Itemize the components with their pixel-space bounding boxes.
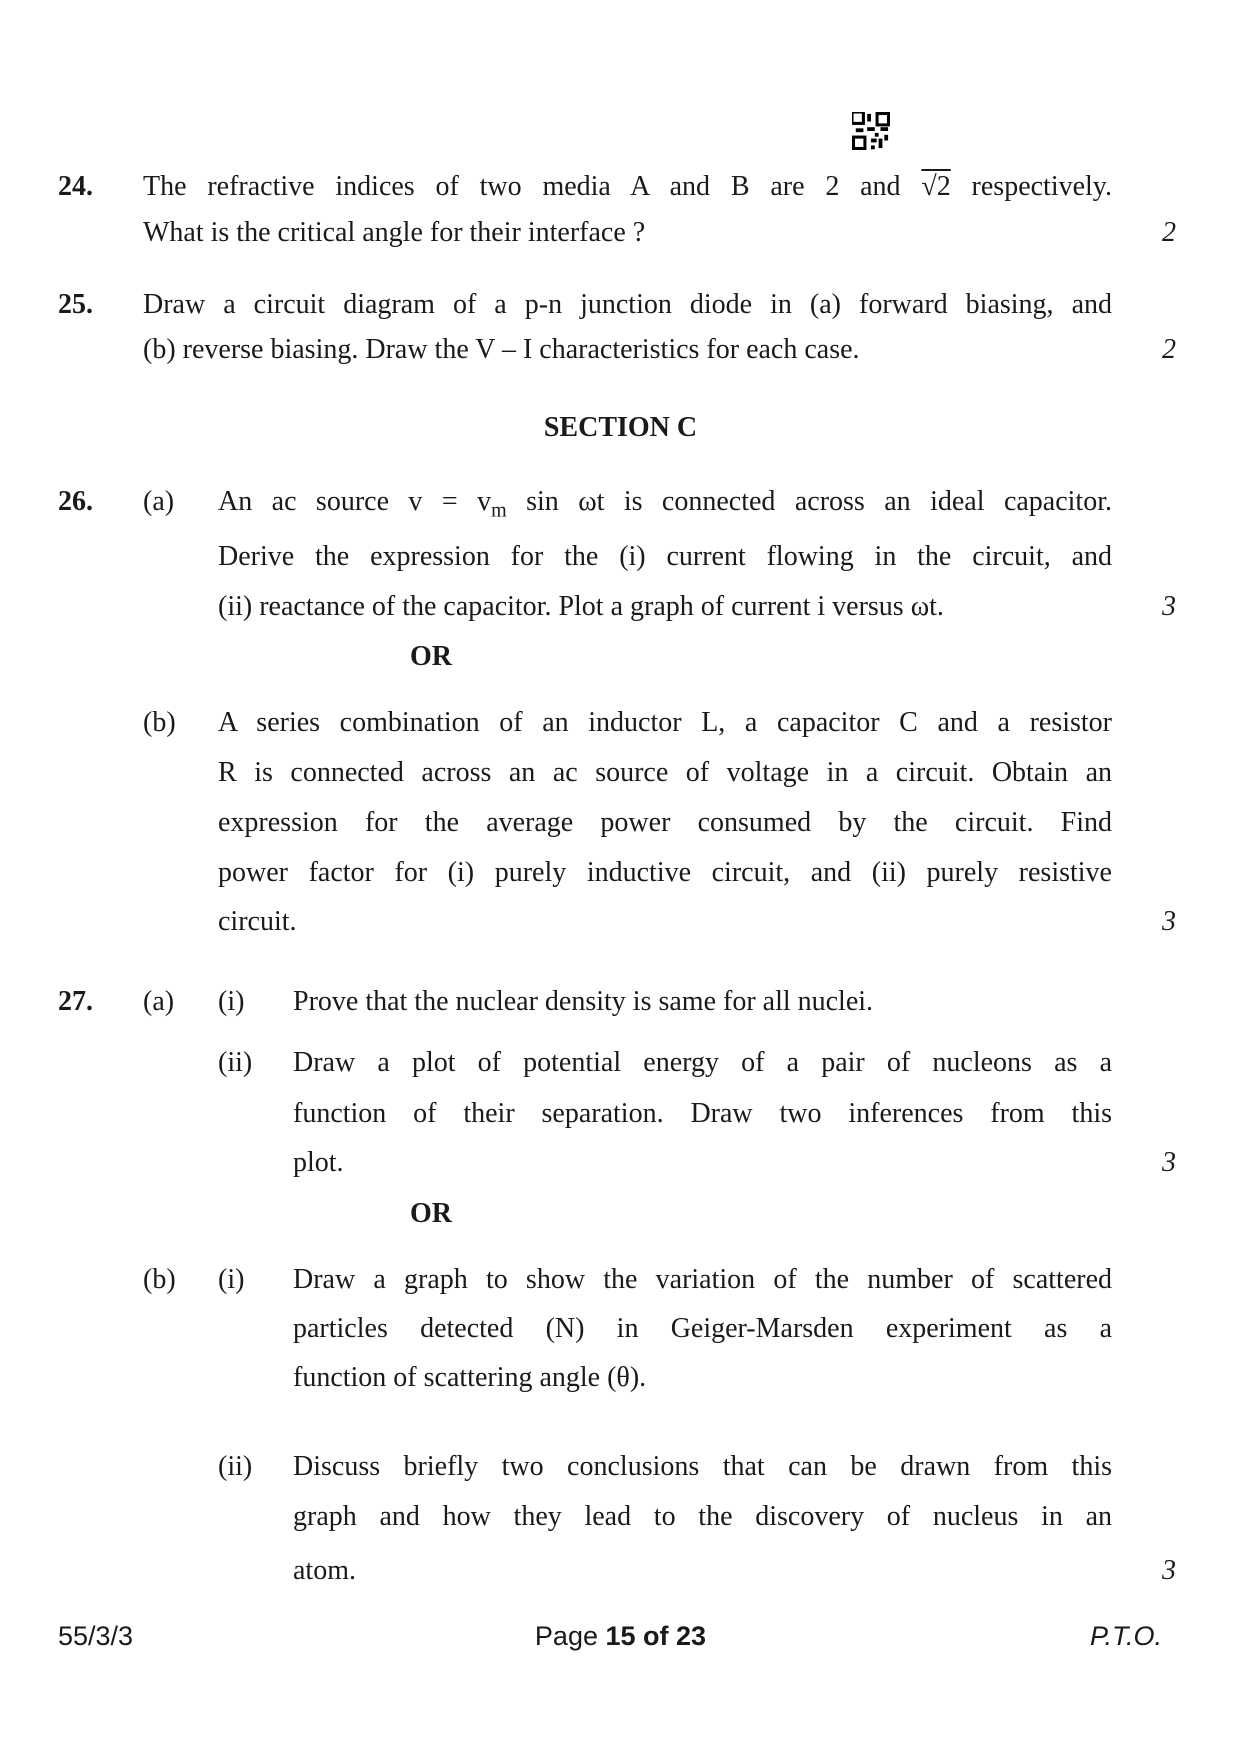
question-text: function of their separation. Draw two inferences from this: [293, 1098, 1112, 1129]
question-text: atom.: [293, 1555, 356, 1586]
question-text: power factor for (i) purely inductive circuit, and (ii) purely resistive: [218, 857, 1112, 888]
marks: 3: [1162, 1555, 1176, 1586]
question-number: 25.: [58, 289, 93, 320]
page-total: 23: [676, 1621, 707, 1651]
question-text: graph and how they lead to the discovery of nucleus in an: [293, 1501, 1112, 1532]
question-text: expression for the average power consumed by the circuit. Find: [218, 807, 1112, 838]
sub-label: (i): [218, 1264, 245, 1295]
question-text: [218, 484, 1112, 529]
question-text: Derive the expression for the (i) current flowing in the circuit, and: [218, 541, 1112, 572]
qr-code-icon: [852, 112, 890, 150]
marks: 3: [1162, 906, 1176, 937]
question-text: What is the critical angle for their interface ?: [143, 217, 646, 248]
question-text: (ii) reactance of the capacitor. Plot a graph of current i versus ωt.: [218, 591, 944, 622]
option-label: (b): [143, 707, 176, 738]
page-number: [0, 1618, 1241, 1654]
sub-label: (i): [218, 986, 245, 1017]
paper-code: 55/3/3: [58, 1621, 134, 1651]
question-text: Discuss briefly two conclusions that can be drawn from this: [293, 1451, 1112, 1482]
option-label: (a): [143, 986, 175, 1017]
question-text: Draw a graph to show the variation of the number of scattered: [293, 1264, 1112, 1295]
marks: 2: [1162, 217, 1176, 248]
question-text: Draw a plot of potential energy of a pair of nucleons as a: [293, 1047, 1112, 1078]
text: sin ωt is connected across an ideal capacitor.: [506, 486, 1112, 517]
section-heading: SECTION C: [543, 412, 698, 443]
question-text: The refractive indices of two media A and B are 2 and √2 respectively.: [143, 171, 1112, 202]
question-text: Draw a circuit diagram of a p-n junction diode in (a) forward biasing, and: [143, 289, 1112, 320]
question-text: particles detected (N) in Geiger-Marsden experiment as a: [293, 1313, 1112, 1344]
sub-label: (ii): [218, 1451, 253, 1482]
question-text: function of scattering angle (θ).: [293, 1362, 647, 1393]
option-label: (a): [143, 486, 175, 517]
or-label: OR: [410, 641, 452, 672]
question-number: 24.: [58, 171, 93, 202]
marks: 3: [1162, 1147, 1176, 1178]
question-text: circuit.: [218, 906, 297, 937]
question-number: 27.: [58, 986, 93, 1017]
marks: 3: [1162, 591, 1176, 622]
pto-label: P.T.O.: [1090, 1621, 1163, 1651]
question-text: (b) reverse biasing. Draw the V – I characteristics for each case.: [143, 334, 860, 365]
marks: 2: [1162, 334, 1176, 365]
page-prefix: Page: [534, 1621, 606, 1651]
question-text: plot.: [293, 1147, 344, 1178]
question-number: 26.: [58, 486, 93, 517]
page-current: 15: [605, 1621, 636, 1651]
sub-label: (ii): [218, 1047, 253, 1078]
question-text: A series combination of an inductor L, a capacitor C and a resistor: [218, 707, 1112, 738]
text: An ac source v = v: [218, 486, 492, 517]
page-of: of: [635, 1621, 677, 1651]
subscript: m: [491, 499, 507, 522]
option-label: (b): [143, 1264, 176, 1295]
or-label: OR: [410, 1198, 452, 1229]
question-text: Prove that the nuclear density is same for all nuclei.: [293, 986, 874, 1017]
question-text: R is connected across an ac source of voltage in a circuit. Obtain an: [218, 757, 1112, 788]
